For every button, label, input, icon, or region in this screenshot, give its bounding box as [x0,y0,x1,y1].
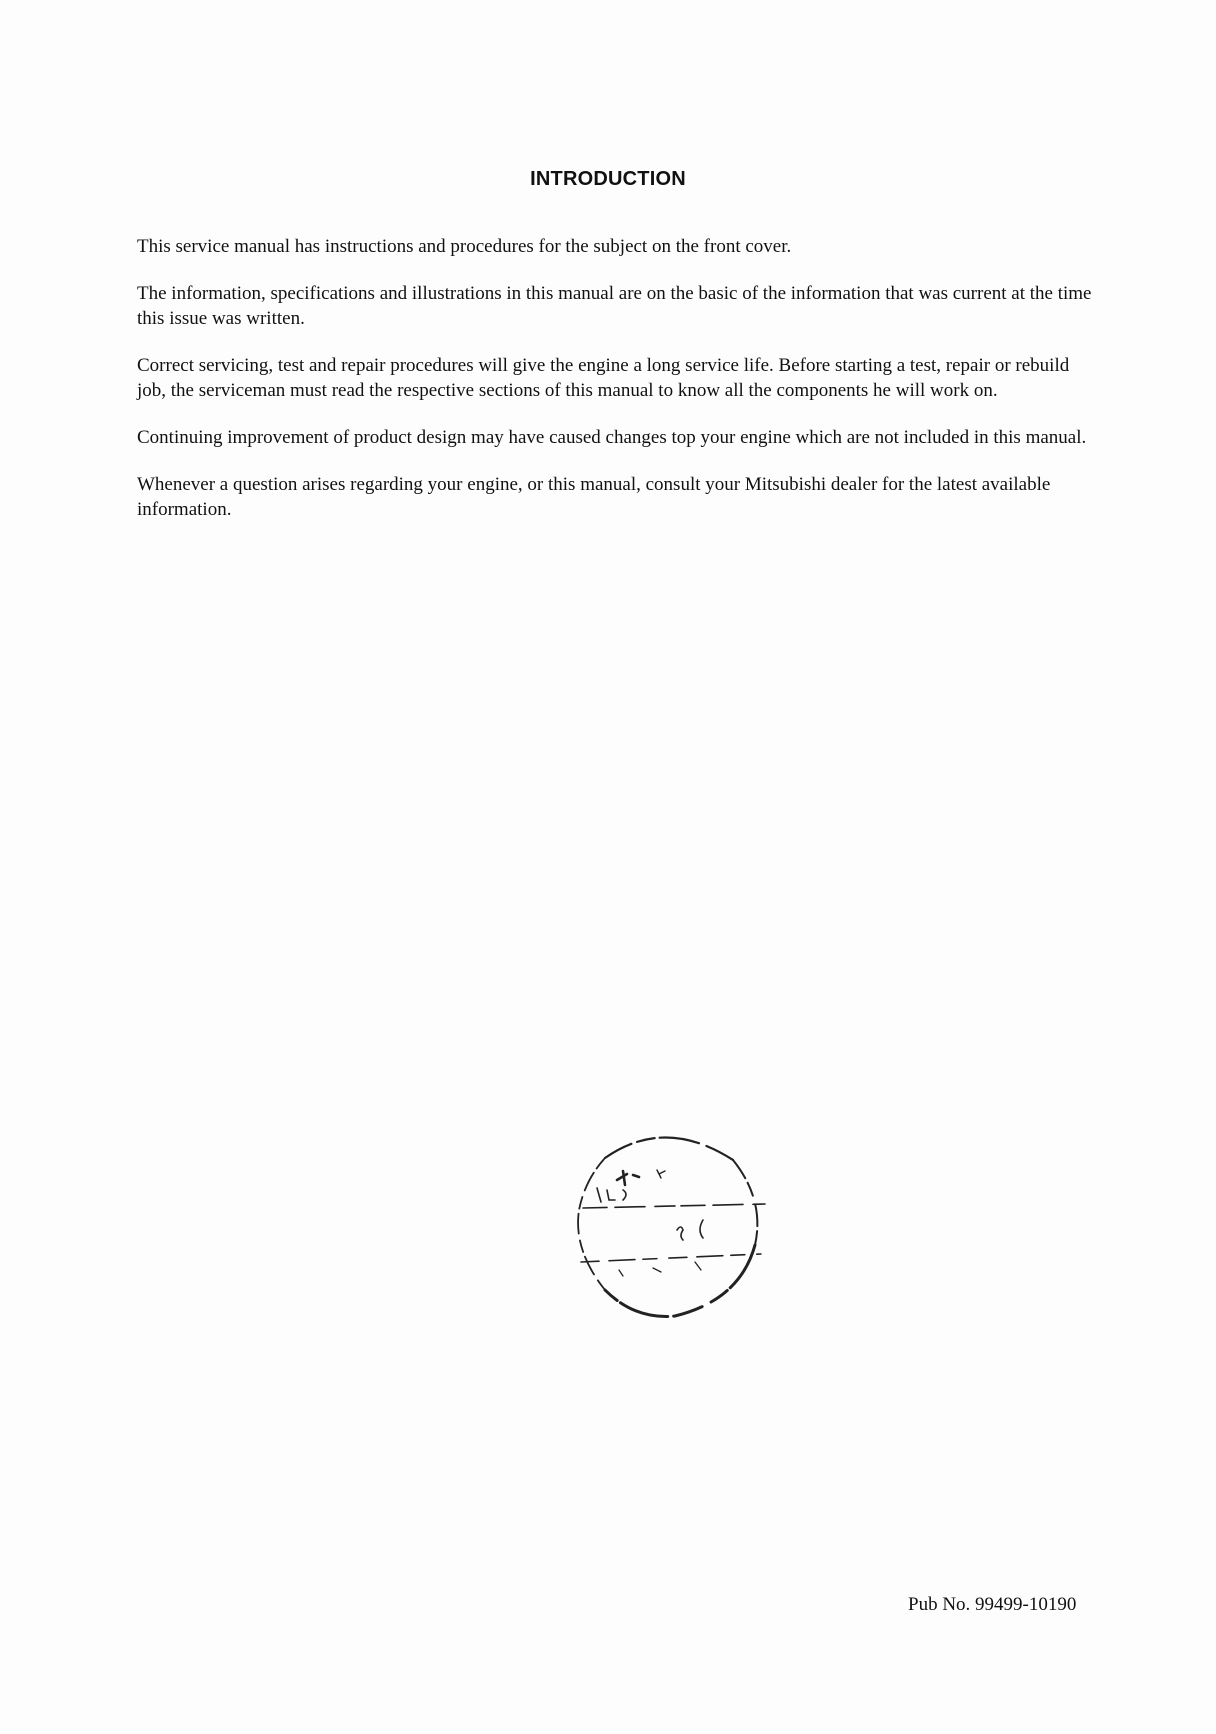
received-stamp [565,1120,785,1330]
page-title: INTRODUCTION [530,168,686,190]
paragraph-3: Correct servicing, test and repair procedures will give the engine a long service life. Before starting a test, repair or rebuild job, the serviceman must read the respective sections of this manual to know all the components he will work on. [137,355,1070,401]
body-text [137,234,1097,544]
paragraph-4: Continuing improvement of product design may have caused changes top your engine which are not included in this manual. [137,427,1087,448]
publication-number: Pub No. 99499-10190 [908,1594,1077,1615]
paragraph-5: Whenever a question arises regarding your engine, or this manual, consult your Mitsubishi dealer for the latest available information. [137,474,1051,520]
paragraph-2: The information, specifications and illustrations in this manual are on the basic of the information that was current at the time this issue was written. [137,283,1092,329]
paragraph-1: This service manual has instructions and procedures for the subject on the front cover. [137,236,792,257]
